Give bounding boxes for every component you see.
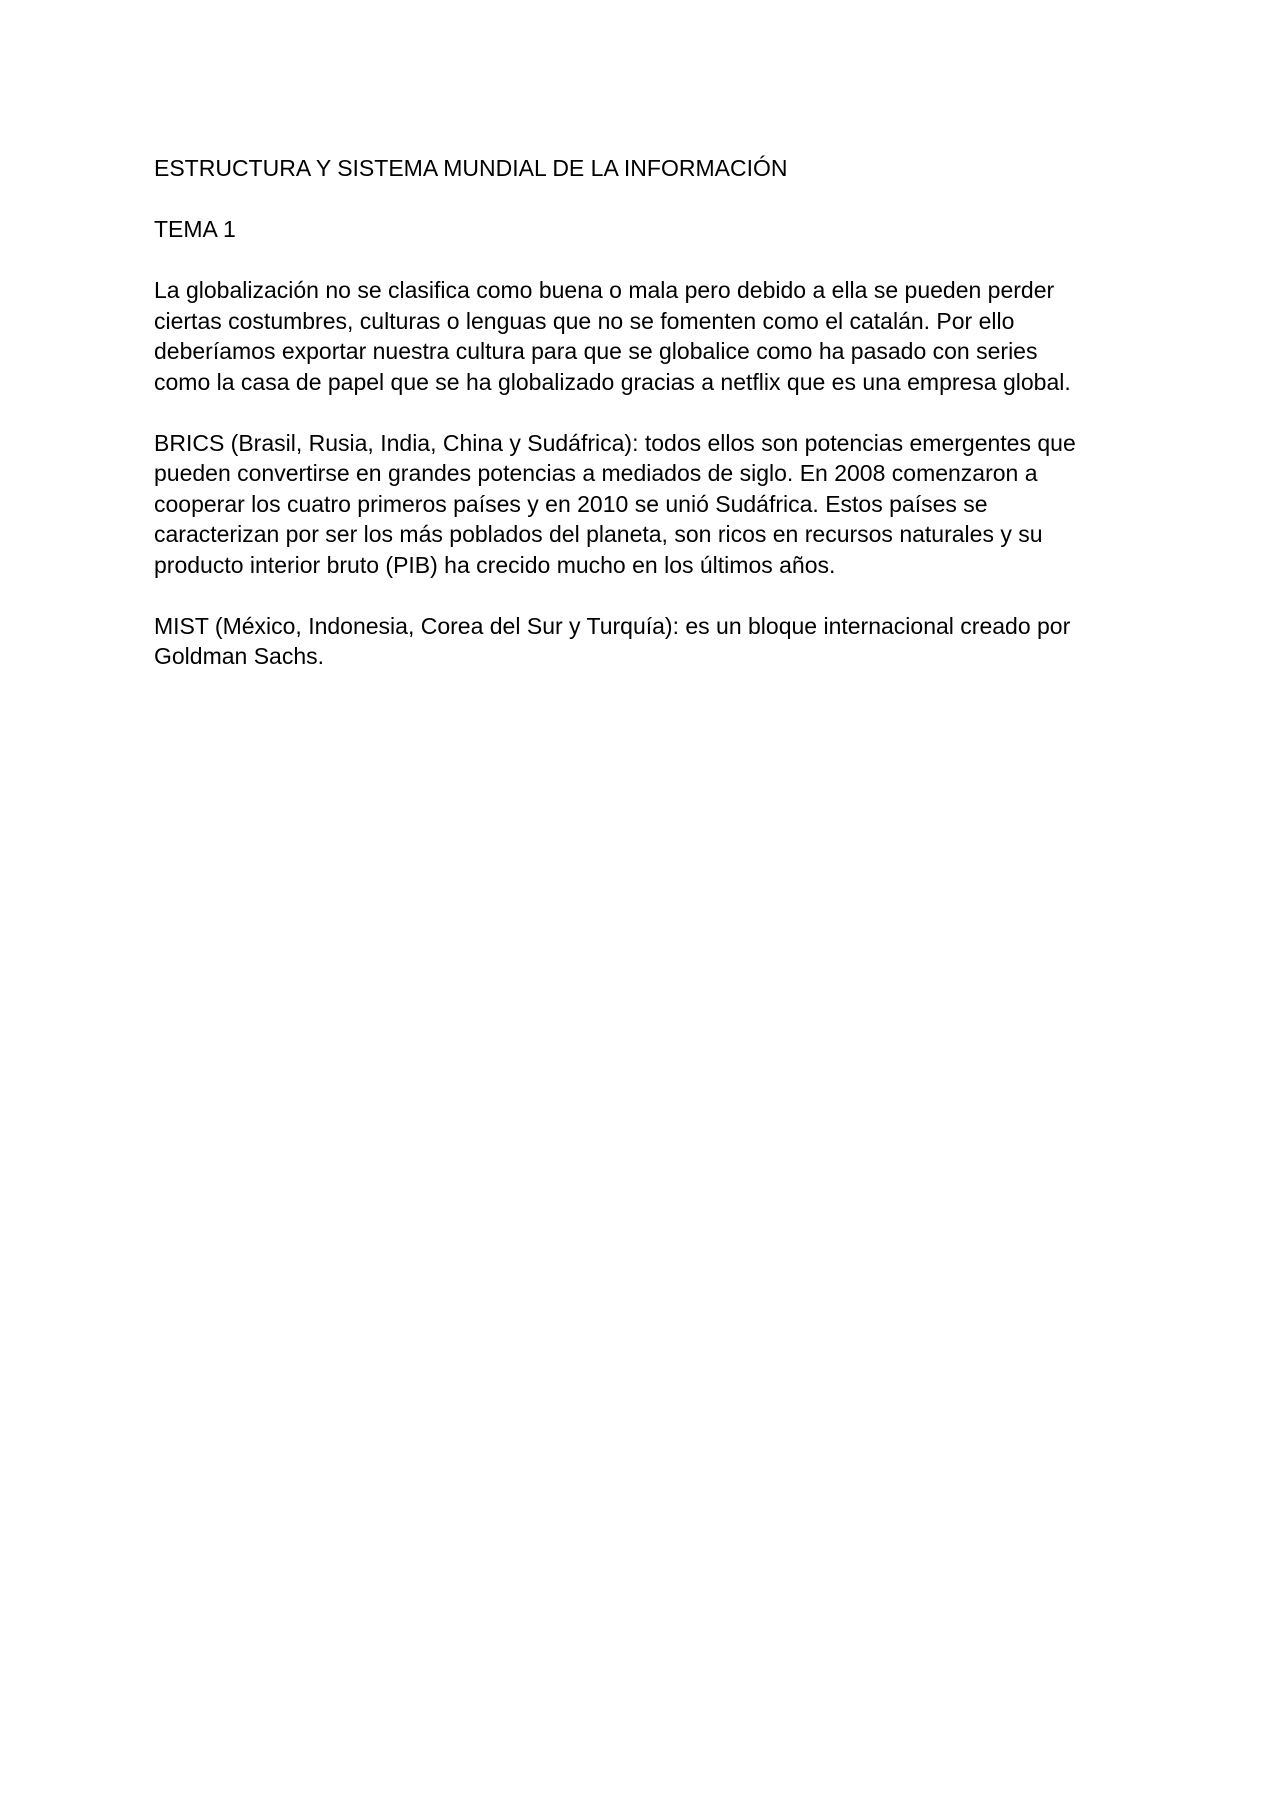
paragraph-line: pueden convertirse en grandes potencias a mediados de siglo. En 2008 comenzaron a [154,460,1038,486]
paragraph-line: producto interior bruto (PIB) ha crecido mucho en los últimos años. [154,551,836,578]
document-body [154,153,1114,702]
title-text: ESTRUCTURA Y SISTEMA MUNDIAL DE LA INFORMACIÓN [154,155,788,181]
paragraph-line: cooperar los cuatro primeros países y en 2010 se unió Sudáfrica. Estos países se [154,490,988,517]
paragraph-line: BRICS (Brasil, Rusia, India, China y Sudáfrica): todos ellos son potencias emergentes que [154,429,1076,456]
paragraph-line: Goldman Sachs. [154,643,325,669]
paragraph-line: ciertas costumbres, culturas o lenguas que no se fomenten como el catalán. Por ello [154,307,1015,334]
paragraph-line: MIST (México, Indonesia, Corea del Sur y Turquía): es un bloque internacional creado por [154,612,1071,639]
paragraph-globalizacion [154,275,1114,397]
paragraph-brics [154,428,1114,581]
paragraph-line: caracterizan por ser los más poblados del planeta, son ricos en recursos naturales y su [154,521,1043,547]
document-subtitle [154,214,1114,245]
paragraph-line: como la casa de papel que se ha globalizado gracias a netflix que es una empresa global. [154,368,1071,395]
paragraph-line: deberíamos exportar nuestra cultura para que se globalice como ha pasado con series [154,338,1038,364]
paragraph-line: La globalización no se clasifica como buena o mala pero debido a ella se pueden perder [154,277,1055,303]
document-title [154,153,1114,184]
paragraph-mist [154,611,1114,672]
subtitle-text: TEMA 1 [154,216,236,242]
